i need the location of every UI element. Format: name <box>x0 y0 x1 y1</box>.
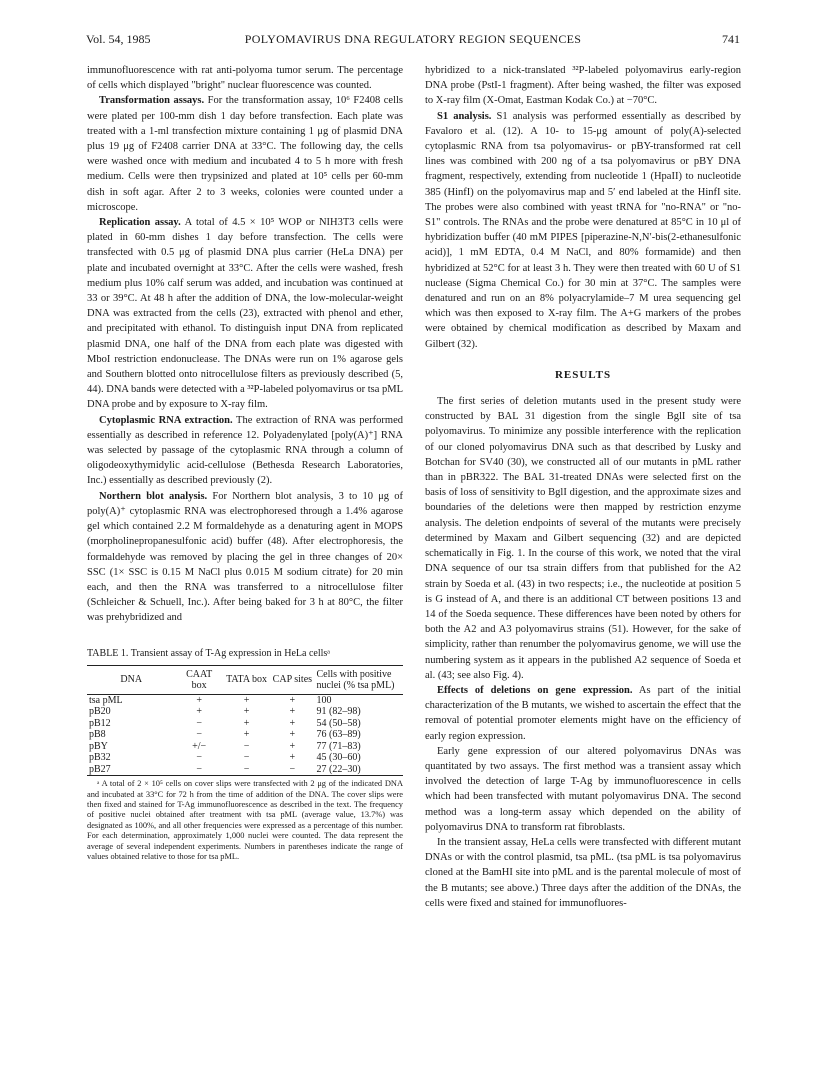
table-cell: 76 (63–89) <box>316 729 361 741</box>
running-header <box>86 32 740 48</box>
table-cell: 27 (22–30) <box>314 764 403 776</box>
paragraph-northern-blot <box>87 489 403 626</box>
running-title: POLYOMAVIRUS DNA REGULATORY REGION SEQUENCES <box>244 32 582 46</box>
table-cell: pB20 <box>89 706 111 718</box>
paragraph-results-3: Early gene expression of our altered polyomavirus DNAs was quantitated by two assays. The first method was a transient assay which involved the detection of large T-Ag by immunofluorescence in cells which had been transfected with mutant polyomavirus DNA. The second method was a long-term assay which depended on the ability of polyomavirus DNA to transform rat fibroblasts. <box>425 745 741 833</box>
table-cell: − <box>196 729 202 741</box>
column-header: CAP sites <box>270 665 314 694</box>
table-cell: + <box>243 694 250 706</box>
paragraph-text: For Northern blot analysis, 3 to 10 μg of poly(A)⁺ cytoplasmic RNA was electrophoresed through a 1.4% agarose gel which contained 2.2 M formaldehyde as a denaturing agent in MOPS (morpholinepropanesulfonic acid) buffer (48). After electrophoresis, the formaldehyde was removed by placing the gel in three changes of 20× SSC (1× SSC is 0.15 M NaCl plus 0.015 M sodium citrate) for 20 min each, and then the RNA was transferred to a nitrocellulose filter (Schleicher & Schuell, Inc.). After being baked for 3 h at 80°C, the filter was prehybridized and <box>87 490 404 624</box>
paragraph-replication-assay <box>87 215 403 413</box>
paragraph-continued: immunofluorescence with rat anti-polyoma tumor serum. The percentage of cells which displayed "bright" nuclear fluorescence was counted. <box>87 65 403 92</box>
table-1 <box>87 646 403 863</box>
table-row <box>87 729 403 741</box>
paragraph-s1-analysis <box>425 109 741 352</box>
table-cell: 77 (71–83) <box>316 740 361 752</box>
table-row <box>87 752 403 764</box>
table-cell: + <box>243 729 250 741</box>
table-row <box>87 706 403 718</box>
paragraph-effects-of-deletions <box>425 683 741 744</box>
table-cell: pB12 <box>89 717 111 729</box>
table-cell: pB8 <box>89 729 106 741</box>
table-cell: tsa pML <box>89 694 123 706</box>
paragraph-continued: hybridized to a nick-translated ³²P-labeled polyomavirus early-region DNA probe (PstI-1 fragment). After being washed, the filter was exposed to X-ray film (X-Omat, Eastman Kodak Co.) at −70°C. <box>425 65 741 107</box>
table-row <box>87 718 403 730</box>
table-cell: + <box>196 694 202 706</box>
table-cell: + <box>243 706 250 718</box>
column-header: TATA box <box>223 665 270 694</box>
column-header: CAAT box <box>175 665 222 694</box>
table-row <box>87 764 403 776</box>
run-in-heading: S1 analysis. <box>437 110 492 122</box>
paragraph-rna-extraction <box>87 413 403 489</box>
table-cell: + <box>289 752 296 764</box>
table-cell: − <box>196 752 202 764</box>
table-cell: + <box>289 729 296 741</box>
table-caption: TABLE 1. Transient assay of T-Ag expression in HeLa cellsᵃ <box>87 647 331 659</box>
table-cell: + <box>289 694 296 706</box>
right-column <box>425 63 741 911</box>
table-header-row <box>87 665 403 694</box>
table-cell: − <box>223 764 270 776</box>
table-cell: +/− <box>192 740 207 752</box>
data-table <box>87 665 403 777</box>
column-header: DNA <box>87 665 175 694</box>
section-heading-results: RESULTS <box>554 368 612 381</box>
run-in-heading: Northern blot analysis. <box>99 490 208 502</box>
journal-volume: Vol. 54, 1985 <box>86 32 151 46</box>
table-cell: − <box>196 717 202 729</box>
table-cell: + <box>289 706 296 718</box>
paragraph-text: A total of 4.5 × 10⁵ WOP or NIH3T3 cells were plated in 60-mm dishes 1 day before transfection. The cells were transfected with 0.5 μg of plasmid DNA plus carrier (HeLa DNA) per plate and incubated overnight at 33°C. After the cells were washed, fresh medium plus 10% calf serum was added, and incubation was continued at 33 or 39°C. At 48 h after the addition of DNA, the low-molecular-weight DNA was extracted from the cells (23), extracted with phenol and ether, and precipitated with ethanol. To distinguish input DNA from replicated plasmid DNA, one half of the DNA from each plate was digested with MboI restriction endonuclease. The DNAs were run on 1% agarose gels and Southern blotted onto nitrocellulose filters as previously described (5, 44). DNA bands were detected with a ³²P-labeled polyomavirus or tsa pML DNA probe and by exposure to X-ray film. <box>87 217 404 411</box>
table-cell: pB32 <box>89 752 111 764</box>
left-column <box>87 63 403 862</box>
run-in-heading: Replication assay. <box>99 217 181 229</box>
paragraph-text: S1 analysis was performed essentially as described by Favaloro et al. (12). A 10- to 15-μg amount of poly(A)-selected cytoplasmic RNA from tsa polyomavirus- or pBY-transformed rat cell lines was combined with 200 ng of a tsa polyomavirus or pBY DNA fragment, respectively, extending from nucleotide 1 (HpaII) to nucleotide 385 (HinfI) on the polyomavirus map and 5′ end labeled at the HinfI site. The probes were also combined with yeast tRNA for "no-RNA" or "no-S1" controls. The RNAs and the probe were denatured at 85°C in 10 μl of hybridization buffer (40 mM PIPES [piperazine-N,N′-bis(2-ethanesulfonic acid)], 1 mM EDTA, 0.4 M NaCl, and 80% formamide) and then hybridized at 52°C for at least 3 h. They were then treated with 60 U of S1 nuclease (Sigma Chemical Co.) for 30 min at 37°C. The samples were denatured and run on an 8% polyacrylamide–7 M urea sequencing gel which was then exposed to X-ray film. The A+G markers of the probes were obtained by chemical modification as described by Maxam and Gilbert (32). <box>425 110 742 350</box>
table-footnote: ᵃ A total of 2 × 10⁵ cells on cover slips were transfected with 2 μg of the indicated DNA and incubated at 33°C for 72 h from the time of addition of the DNA. The cover slips were then fixed and stained for T-Ag immunofluorescence as described in the text. The frequency of positive nuclei obtained after treatment with tsa pML (average value, 13.7%) was designated as 100%, and all other frequencies were expressed as a percentage of this number. For each determination, approximately 1,000 nuclei were counted. The data represent the average of several independent experiments. Numbers in parentheses indicate the range of values obtained relative to those for tsa pML. <box>87 779 403 862</box>
table-cell: − <box>175 764 222 776</box>
table-cell: 100 <box>316 694 332 706</box>
column-header: Cells with positive nuclei (% tsa pML) <box>314 665 403 694</box>
paragraph-text: For the transformation assay, 10⁶ F2408 cells were plated per 100-mm dish 1 day before transfection. Each plate was treated with a 1-ml transfection mixture containing 1 μg of plasmid DNA plus 19 μg of F2408 carrier DNA at 33°C. The following day, the cells were washed once with medium and incubated 4 to 5 h more with fresh medium. Cells were then trypsinized and plated at 10⁵ cells per 60-mm dish in soft agar. After 2 to 3 weeks, colonies were counted under a microscope. <box>87 95 403 213</box>
table-cell: 54 (50–58) <box>316 717 361 729</box>
table-cell: − <box>270 764 314 776</box>
table-cell: + <box>289 740 296 752</box>
table-cell: + <box>196 706 202 718</box>
run-in-heading: Effects of deletions on gene expression. <box>437 684 633 696</box>
paragraph-text: The extraction of RNA was performed essentially as described in reference 12. Polyadenylated [poly(A)⁺] RNA was selected by passage of the cytoplasmic RNA through a column of oligodeoxythymidylic acid-cellulose (Bethesda Research Laboratories, Inc.) essentially as described previously (2). <box>87 414 403 487</box>
run-in-heading: Cytoplasmic RNA extraction. <box>99 414 233 426</box>
table-cell: 91 (82–98) <box>316 706 361 718</box>
paragraph-results-4: In the transient assay, HeLa cells were transfected with different mutant DNAs or with the control plasmid, tsa pML. (tsa pML is tsa polyomavirus cloned at the BamHI site into pML and is the parental molecule of most of the B mutants; see above.) Three days after the addition of the DNAs, the cells were fixed and stained for immunofluores- <box>425 836 741 909</box>
run-in-heading: Transformation assays. <box>99 95 205 107</box>
table-cell: + <box>243 717 250 729</box>
table-cell: − <box>243 740 250 752</box>
table-cell: − <box>243 752 250 764</box>
table-cell: + <box>289 717 296 729</box>
table-cell: pBY <box>89 740 108 752</box>
page-number: 741 <box>722 32 740 46</box>
paragraph-results-1: The first series of deletion mutants used in the present study were constructed by BAL 31 digestion from the single BglI site of tsa polyomavirus. To minimize any possible interference with the replication of our cloned polyomavirus DNA such as that described by Lusky and Botchan for SV40 (30), we constructed all of our mutants in pML rather than in pBR322. The BAL 31-treated DNAs were selected first on the basis of loss of sensitivity to BglI digestion, and the approximate sizes and boundaries of the deletions were then mapped by restriction enzyme analysis. The deletion endpoints of several of the mutants were precisely determined by Maxam and Gilbert sequencing (32) and are depicted schematically in Fig. 1. In the course of this work, we noted that the viral DNA sequence of our tsa strain differs from that published for the A2 strain by Soeda et al. (43) in two respects; i.e., the nucleotide at position 5 is G instead of A, and there is an additional CT between positions 13 and 14 of the Soeda sequence. These differences have been noted by others for both the A2 and A3 polyomavirus strains (51). However, for the sake of simplicity, rather than renumber the polyomavirus genome, we will use the numbering system as it appears in the published A2 sequence of Soeda et al. (43; see also Fig. 4). <box>425 396 741 681</box>
table-cell: 45 (30–60) <box>316 752 361 764</box>
paragraph-text: As part of the initial characterization of the B mutants, we wished to ascertain the effect that the removal of potential promoter elements might have on the efficiency of early region expression. <box>425 684 741 742</box>
table-row <box>87 694 403 706</box>
table-cell: pB27 <box>87 764 175 776</box>
paragraph-transformation-assays <box>87 93 403 215</box>
table-row <box>87 741 403 753</box>
